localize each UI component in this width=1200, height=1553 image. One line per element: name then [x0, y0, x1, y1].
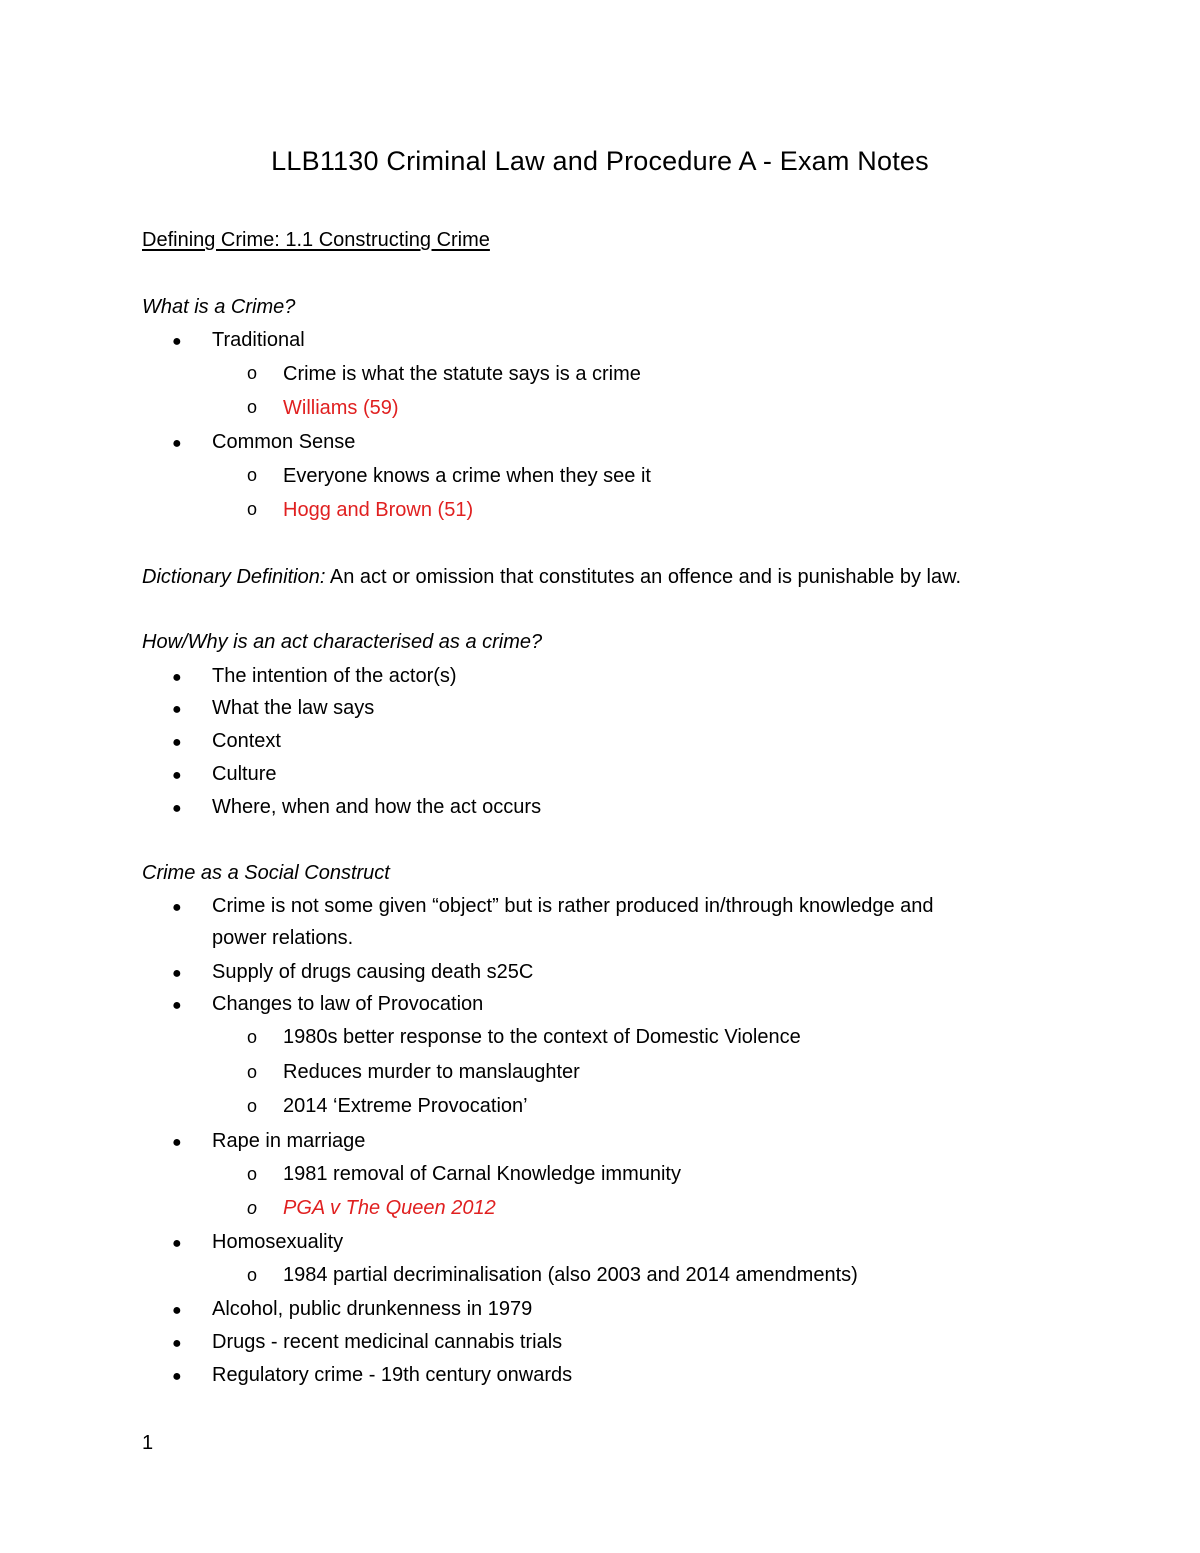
citation-williams: Williams (59): [283, 397, 399, 419]
list-item: Rape in marriage: [212, 1130, 366, 1152]
list-item-continuation: power relations.: [212, 927, 354, 949]
dictionary-text: An act or omission that constitutes an offence and is punishable by law.: [325, 566, 961, 588]
list-item: Drugs - recent medicinal cannabis trials: [212, 1331, 563, 1353]
sub-list-item: Reduces murder to manslaughter: [283, 1061, 580, 1083]
list-item: Changes to law of Provocation: [212, 993, 484, 1015]
bullet-icon: ●: [172, 333, 182, 350]
bullet-icon: ●: [172, 435, 182, 452]
bullet-icon: ●: [172, 1335, 182, 1352]
bullet-icon: ●: [172, 899, 182, 916]
list-item: What the law says: [212, 697, 375, 719]
circle-bullet-icon: o: [247, 465, 258, 485]
list-item: Traditional: [212, 329, 305, 351]
circle-bullet-icon: o: [247, 1027, 258, 1047]
citation-hogg-brown: Hogg and Brown (51): [283, 499, 474, 521]
list-item: Where, when and how the act occurs: [212, 796, 542, 818]
list-item: Context: [212, 730, 281, 752]
bullet-icon: ●: [172, 701, 182, 718]
list-item: Homosexuality: [212, 1231, 344, 1253]
circle-bullet-icon: o: [247, 499, 258, 519]
dictionary-label: Dictionary Definition:: [142, 566, 326, 588]
list-item: Supply of drugs causing death s25C: [212, 961, 534, 983]
circle-bullet-icon: o: [247, 1164, 258, 1184]
list-item: Crime is not some given “object” but is rather produced in/through knowledge and: [212, 895, 934, 917]
sub-list-item: 1980s better response to the context of Domestic Violence: [283, 1026, 801, 1048]
list-item: Regulatory crime - 19th century onwards: [212, 1364, 573, 1386]
citation-pga-v-queen: PGA v The Queen 2012: [283, 1197, 496, 1219]
page-number: 1: [142, 1432, 154, 1454]
bullet-icon: ●: [172, 997, 182, 1014]
circle-bullet-icon: o: [247, 1198, 258, 1218]
page-title: LLB1130 Criminal Law and Procedure A - Exam Notes: [271, 146, 929, 176]
subheading-how-why: How/Why is an act characterised as a crime?: [142, 631, 543, 653]
sub-list-item: 2014 ‘Extreme Provocation’: [283, 1095, 528, 1117]
list-item: Common Sense: [212, 431, 356, 453]
circle-bullet-icon: o: [247, 1096, 258, 1116]
bullet-icon: ●: [172, 800, 182, 817]
bullet-icon: ●: [172, 1368, 182, 1385]
bullet-icon: ●: [172, 1302, 182, 1319]
subheading-social-construct: Crime as a Social Construct: [142, 862, 390, 884]
circle-bullet-icon: o: [247, 363, 258, 383]
circle-bullet-icon: o: [247, 397, 258, 417]
list-item: The intention of the actor(s): [212, 665, 457, 687]
circle-bullet-icon: o: [247, 1265, 258, 1285]
bullet-icon: ●: [172, 669, 182, 686]
bullet-icon: ●: [172, 1134, 182, 1151]
sub-list-item: 1981 removal of Carnal Knowledge immunity: [283, 1163, 681, 1185]
list-item: Culture: [212, 763, 277, 785]
bullet-icon: ●: [172, 767, 182, 784]
sub-list-item: 1984 partial decriminalisation (also 2003 and 2014 amendments): [283, 1264, 858, 1286]
bullet-icon: ●: [172, 1235, 182, 1252]
section-heading: Defining Crime: 1.1 Constructing Crime: [142, 229, 490, 251]
bullet-icon: ●: [172, 965, 182, 982]
dictionary-definition: [142, 567, 961, 587]
bullet-icon: ●: [172, 734, 182, 751]
sub-list-item: Everyone knows a crime when they see it: [283, 465, 651, 487]
sub-list-item: Crime is what the statute says is a crime: [283, 363, 641, 385]
subheading-what-is-crime: What is a Crime?: [142, 296, 296, 318]
circle-bullet-icon: o: [247, 1062, 258, 1082]
list-item: Alcohol, public drunkenness in 1979: [212, 1298, 533, 1320]
